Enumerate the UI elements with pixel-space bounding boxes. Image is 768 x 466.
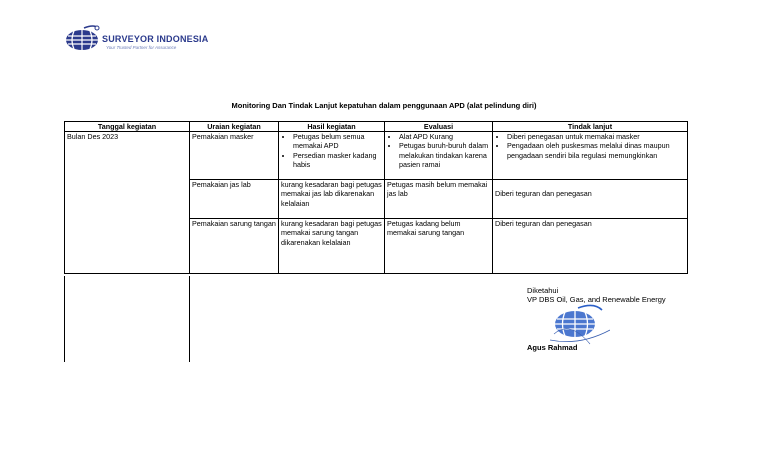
column-header: Hasil kegiatan <box>279 122 385 132</box>
table-border-mid <box>189 276 190 362</box>
logo-name: SURVEYOR INDONESIA <box>102 34 209 44</box>
column-header: Tanggal kegiatan <box>65 122 190 132</box>
table-border-left <box>64 276 65 362</box>
table-row <box>65 132 688 180</box>
hasil-cell <box>279 132 385 180</box>
uraian-cell: Pemakaian jas lab <box>190 180 279 219</box>
globe-logo-icon <box>64 24 100 54</box>
hasil-cell: kurang kesadaran bagi petugas memakai jas lab dikarenakan kelalaian <box>279 180 385 219</box>
evaluasi-cell <box>385 132 493 180</box>
list-item: • Diberi penegasan untuk memakai masker <box>507 132 685 141</box>
uraian-cell: Pemakaian sarung tangan <box>190 219 279 274</box>
list-item: • Petugas belum semua memakai APD <box>293 132 382 151</box>
signer-title: VP DBS Oil, Gas, and Renewable Energy <box>527 295 666 305</box>
column-header: Tindak lanjut <box>493 122 688 132</box>
list-item: • Persedian masker kadang habis <box>293 151 382 170</box>
list-item: • Petugas buruh-buruh dalam melakukan tindakan karena pasien ramai <box>399 141 490 169</box>
signer-name: Agus Rahmad <box>527 343 578 352</box>
tindak-cell: Diberi teguran dan penegasan <box>493 219 688 274</box>
logo-tagline: Your Trusted Partner for Assurance <box>106 45 177 50</box>
date-cell: Bulan Des 2023 <box>65 132 190 274</box>
tindak-cell <box>493 132 688 180</box>
acknowledged-label: Diketahui <box>527 286 559 295</box>
hasil-cell: kurang kesadaran bagi petugas memakai sarung tangan dikarenakan kelalaian <box>279 219 385 274</box>
column-header: Evaluasi <box>385 122 493 132</box>
column-header: Uraian kegiatan <box>190 122 279 132</box>
evaluasi-cell: Petugas masih belum memakai jas lab <box>385 180 493 219</box>
document-title: Monitoring Dan Tindak Lanjut kepatuhan dalam penggunaan APD (alat pelindung diri) <box>231 101 537 110</box>
monitoring-table <box>64 121 688 274</box>
evaluasi-cell: Petugas kadang belum memakai sarung tangan <box>385 219 493 274</box>
list-item: • Alat APD Kurang <box>399 132 490 141</box>
table-header-row <box>65 122 688 132</box>
uraian-cell: Pemakaian masker <box>190 132 279 180</box>
list-item: • Pengadaan oleh puskesmas melalui dinas maupun pengadaan sendiri bila regulasi memungkinkan <box>507 141 685 160</box>
company-logo <box>64 24 214 54</box>
tindak-cell: Diberi teguran dan penegasan <box>493 180 688 219</box>
